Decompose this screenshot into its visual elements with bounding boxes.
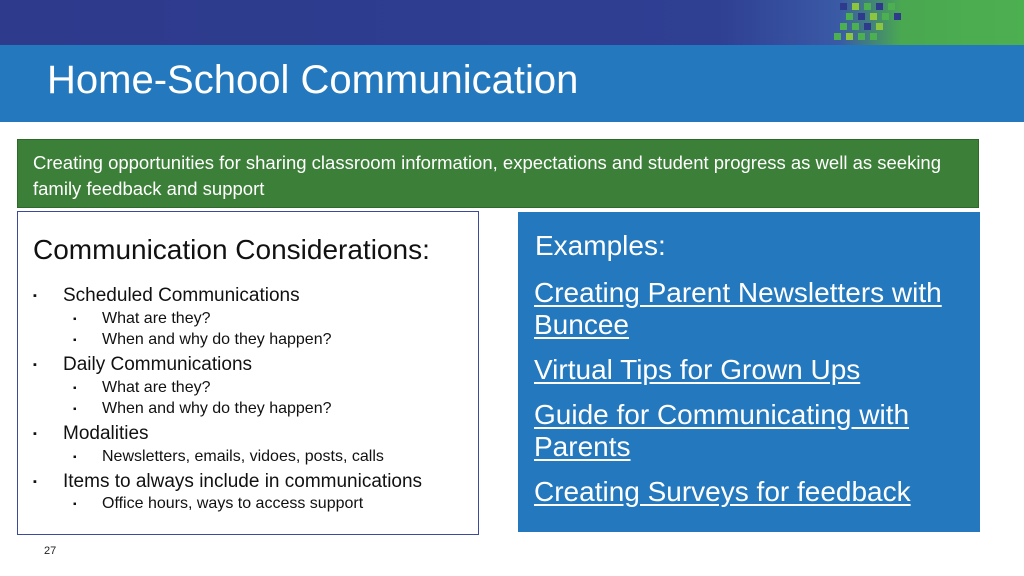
bullet-marker: ▪ (33, 290, 37, 302)
bullet-marker: ▪ (73, 314, 77, 325)
pixel-square (852, 3, 859, 10)
list-item-label: Scheduled Communications (63, 285, 300, 306)
list-item-label: Modalities (63, 423, 149, 444)
pixel-square (858, 33, 865, 40)
pixel-square (864, 23, 871, 30)
examples-heading: Examples: (535, 230, 666, 261)
link-creating-surveys-feedback[interactable] (534, 476, 911, 508)
pixel-square (852, 23, 859, 30)
pixel-square (834, 33, 841, 40)
link-parent-newsletters-buncee[interactable] (534, 277, 942, 341)
bullet-marker: ▪ (33, 476, 37, 488)
sub-list-item-label: Office hours, ways to access support (102, 495, 364, 512)
list-item-label: Items to always include in communications (63, 471, 423, 492)
sub-list-item-label: Newsletters, emails, vidoes, posts, calls (102, 448, 384, 465)
link-line: Creating Parent Newsletters with (534, 277, 942, 308)
page-number: 27 (44, 545, 57, 557)
pixel-square (894, 13, 901, 20)
sub-list-item-label: What are they? (102, 310, 211, 327)
description-text: Creating opportunities for sharing classroom information, expectations and student progress as well as seeking family feedback and support (33, 152, 942, 199)
pixel-square (888, 3, 895, 10)
link-line: Creating Surveys for feedback (534, 476, 911, 507)
sub-list-item-label: What are they? (102, 379, 211, 396)
link-line: Virtual Tips for Grown Ups (534, 354, 861, 385)
pixel-square (840, 23, 847, 30)
pixel-square (876, 23, 883, 30)
bullet-marker: ▪ (33, 428, 37, 440)
link-line: Buncee (534, 309, 629, 340)
pixel-square (870, 13, 877, 20)
bullet-marker: ▪ (73, 452, 77, 463)
pixel-square (846, 13, 853, 20)
sub-list-item-label: When and why do they happen? (102, 400, 332, 417)
bullet-marker: ▪ (33, 359, 37, 371)
bullet-marker: ▪ (73, 383, 77, 394)
link-line: Parents (534, 431, 631, 462)
link-virtual-tips-grown-ups[interactable] (534, 354, 860, 386)
pixel-square (858, 13, 865, 20)
bullet-marker: ▪ (73, 335, 77, 346)
pixel-square (864, 3, 871, 10)
pixel-square (840, 3, 847, 10)
slide-title: Home-School Communication (47, 58, 579, 102)
pixel-square (846, 33, 853, 40)
bullet-marker: ▪ (73, 499, 77, 510)
link-line: Guide for Communicating with (534, 399, 910, 430)
list-item-label: Daily Communications (63, 354, 253, 375)
pixel-square (876, 3, 883, 10)
bullet-marker: ▪ (73, 404, 77, 415)
pixel-square (882, 13, 889, 20)
link-guide-communicating-parents[interactable] (534, 399, 909, 463)
considerations-heading: Communication Considerations: (33, 234, 430, 265)
sub-list-item-label: When and why do they happen? (102, 331, 332, 348)
pixel-square (870, 33, 877, 40)
